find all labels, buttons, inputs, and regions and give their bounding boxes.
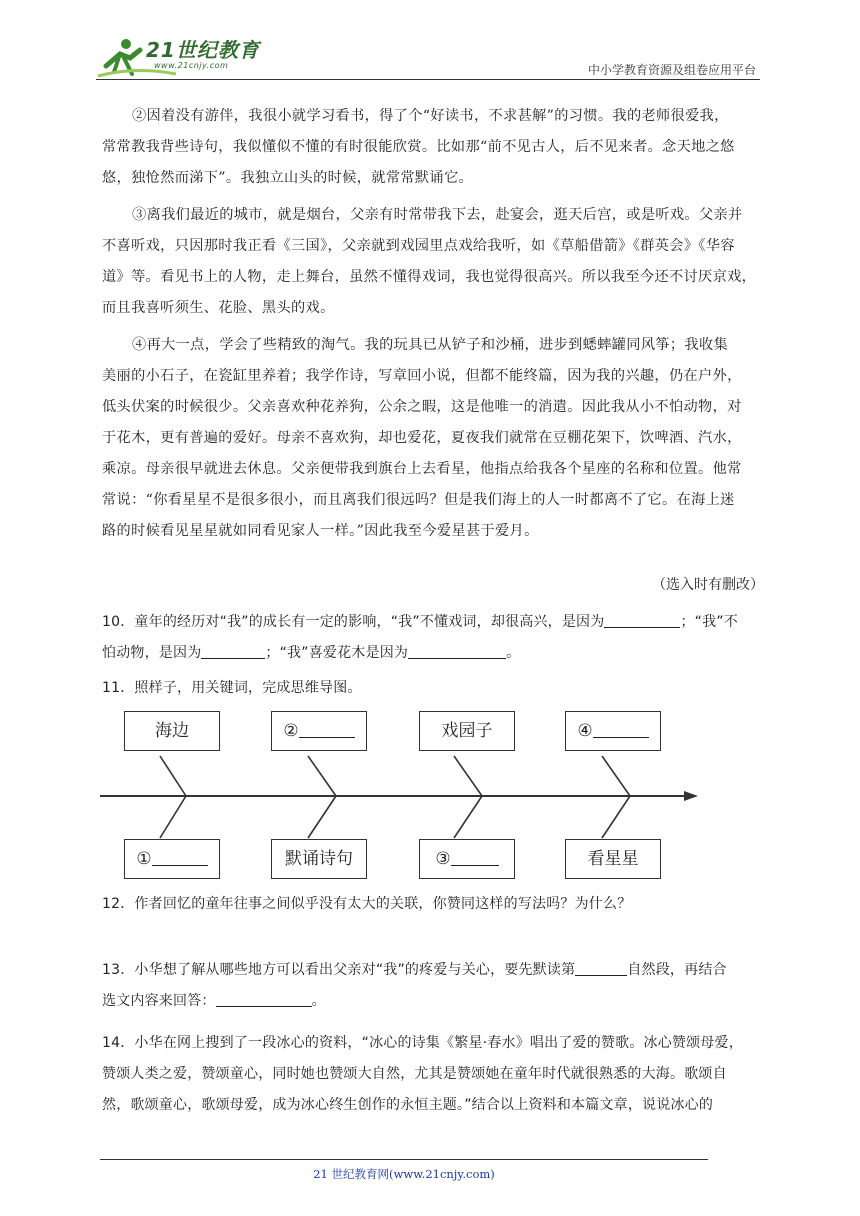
mind-map-box-bottom-3[interactable] (419, 839, 515, 879)
question-11 (102, 673, 762, 704)
text-line: 常说：“你看星星不是很多很小，而且离我们很远吗？但是我们海上的人一时都离不了它。在海上迷 (102, 492, 735, 508)
mind-map-label: 海边 (155, 721, 189, 741)
question-text: 自然段，再结合 (627, 962, 727, 978)
answer-blank-3[interactable] (408, 642, 506, 659)
text-line: 于花木，更有普遍的爱好。母亲不喜欢狗，却也爱花，夏夜我们就常在豆棚花架下，饮啤酒、汽水， (102, 430, 742, 446)
mind-map-box-bottom-1[interactable] (124, 839, 220, 879)
question-text: 14．小华在网上搜到了一段冰心的资料，“冰心的诗集《繁星·春水》唱出了爱的赞歌。冰心赞颂母爱， (102, 1035, 743, 1051)
question-text: 选文内容来回答： (102, 993, 216, 1009)
question-13 (102, 955, 762, 1017)
text-line: ③离我们最近的城市，就是烟台，父亲有时常带我下去，赴宴会，逛天后宫，或是听戏。父亲并 (132, 207, 743, 223)
answer-blank-box[interactable] (451, 847, 499, 866)
passage-paragraph-2 (102, 101, 762, 194)
text-line: 悠，独怆然而涕下”。我独立山头的时候，就常常默诵它。 (102, 170, 474, 186)
question-text: 10．童年的经历对“我”的成长有一定的影响，“我”不懂戏词，却很高兴，是因为 (102, 614, 605, 630)
text-line: ④再大一点，学会了些精致的淘气。我的玩具已从铲子和沙桶，进步到蟋蟀罐同风筝；我收集 (132, 337, 729, 353)
mind-map-box-top-1 (124, 711, 220, 751)
mind-map-box-top-3 (419, 711, 515, 751)
footer-divider (100, 1159, 708, 1160)
text-line: 而且我喜听须生、花脸、黑头的戏。 (102, 300, 335, 316)
platform-name: 中小学教育资源及组卷应用平台 (587, 63, 756, 77)
question-text: ；“我”不 (680, 614, 738, 630)
passage-source-note: （选入时有删改） (652, 577, 764, 593)
answer-blank-box[interactable] (593, 719, 649, 738)
header-divider (96, 79, 760, 80)
text-line: 不喜听戏，只因那时我正看《三国》，父亲就到戏园里点戏给我听，如《草船借箭》《群英会》《华容 (102, 238, 735, 254)
question-10 (102, 607, 762, 669)
mind-map-label: ① (136, 849, 152, 869)
question-text: 赞颂人类之爱，赞颂童心，同时她也赞颂大自然，尤其是赞颂她在童年时代就很熟悉的大海。歌颂自 (102, 1066, 727, 1082)
question-12 (102, 889, 762, 920)
text-line: 路的时候看见星星就如同看见家人一样。”因此我至今爱星甚于爱月。 (102, 523, 539, 539)
answer-blank-answer[interactable] (216, 990, 312, 1007)
page-header (96, 30, 760, 80)
text-line: ②因着没有游伴，我很小就学习看书，得了个“好读书，不求甚解”的习惯。我的老师很爱我， (132, 108, 729, 124)
text-line: 常常教我背些诗句，我似懂似不懂的有时很能欣赏。比如那“前不见古人，后不见来者。念天地之悠 (102, 139, 735, 155)
text-line: 低头伏案的时候很少。父亲喜欢种花养狗，公余之暇，这是他唯一的消遣。因此我从小不怕动物，对 (102, 399, 742, 415)
mind-map-box-bottom-2 (271, 839, 367, 879)
answer-blank-paragraph[interactable] (575, 959, 627, 976)
mind-map-diagram (98, 707, 700, 883)
question-text: 怕动物，是因为 (102, 645, 202, 661)
answer-blank-box[interactable] (152, 847, 208, 866)
question-text: 然，歌颂童心，歌颂母爱，成为冰心终生创作的永恒主题。”结合以上资料和本篇文章，说说冰心的 (102, 1097, 714, 1113)
mind-map-label: 戏园子 (441, 721, 493, 741)
text-line: 乘凉。母亲很早就进去休息。父亲便带我到旗台上去看星，他指点给我各个星座的名称和位置。他常 (102, 461, 742, 477)
answer-blank-1[interactable] (604, 611, 680, 628)
mind-map-label: 默诵诗句 (285, 849, 353, 869)
footer-text: 21 世纪教育网(www.21cnjy.com) (313, 1167, 495, 1181)
logo-url: www.21cnjy.com (154, 61, 229, 70)
mind-map-label: ③ (435, 849, 451, 869)
text-line: 美丽的小石子，在瓷缸里养着；我学作诗，写章回小说，但都不能终篇，因为我的兴趣，仍在户外， (102, 368, 742, 384)
question-text: 13．小华想了解从哪些地方可以看出父亲对“我”的疼爱与关心，要先默读第 (102, 962, 576, 978)
mind-map-box-top-4[interactable] (565, 711, 661, 751)
answer-blank-box[interactable] (299, 719, 355, 738)
mind-map-label: ④ (577, 721, 593, 741)
question-text: ；“我”喜爱花木是因为 (265, 645, 409, 661)
mind-map-box-top-2[interactable] (271, 711, 367, 751)
mind-map-box-bottom-4 (565, 839, 661, 879)
question-text: 11．照样子，用关键词，完成思维导图。 (102, 680, 362, 696)
passage-paragraph-4 (102, 330, 762, 547)
question-text: 。 (506, 645, 521, 661)
question-text: 12．作者回忆的童年往事之间似乎没有太大的关联，你赞同这样的写法吗？为什么？ (102, 896, 632, 912)
question-text: 。 (311, 993, 326, 1009)
logo-text: 21世纪教育 (146, 38, 260, 62)
mind-map-label: 看星星 (587, 849, 639, 869)
mind-map-label: ② (283, 721, 299, 741)
question-14 (102, 1028, 762, 1121)
answer-blank-2[interactable] (201, 642, 265, 659)
text-line: 道》等。看见书上的人物，走上舞台，虽然不懂得戏词，我也觉得很高兴。所以我至今还不讨厌京戏， (102, 269, 757, 285)
passage-paragraph-3 (102, 200, 762, 324)
